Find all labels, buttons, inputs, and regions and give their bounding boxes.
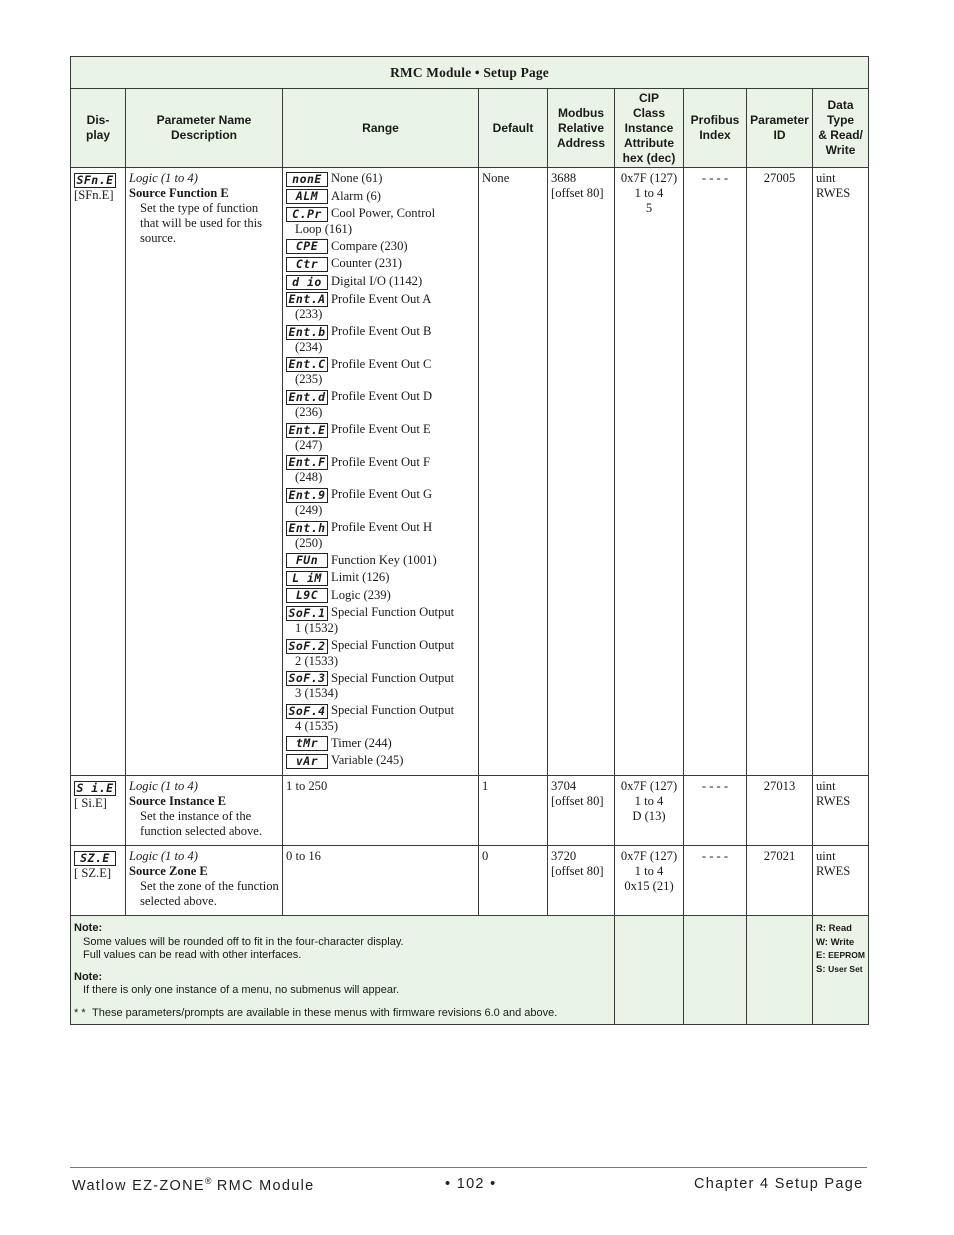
- profibus-cell: - - - -: [684, 846, 747, 916]
- option-label: Profile Event Out H: [331, 519, 433, 534]
- range-cell: 1 to 250: [283, 776, 479, 846]
- option-label: Timer (244): [331, 735, 392, 750]
- range-cell: 0 to 16: [283, 846, 479, 916]
- modbus-cell: 3704 [offset 80]: [548, 776, 615, 846]
- parameter-name: Source Function E: [129, 186, 229, 200]
- option-label: Limit (126): [331, 570, 390, 585]
- option-label: Cool Power, Control: [331, 206, 436, 221]
- header-display: Dis- play: [71, 89, 126, 168]
- display-code: [SFn.E]: [74, 188, 114, 202]
- note-text: Full values can be read with other interfaces.: [83, 949, 302, 962]
- option-label-continued: (234): [295, 339, 323, 354]
- range-option: [286, 189, 475, 205]
- setup-parameter-table: [70, 56, 869, 1025]
- option-label-continued: (250): [295, 535, 323, 550]
- range-option: [286, 605, 475, 636]
- data-type-cell: uint RWES: [813, 776, 869, 846]
- option-label: Profile Event Out F: [331, 454, 430, 469]
- modbus-cell: 3688 [offset 80]: [548, 168, 615, 776]
- option-label-continued: 2 (1533): [295, 653, 339, 668]
- footer-rule: [70, 1167, 867, 1168]
- display-cell: [71, 846, 126, 916]
- footer-product: Watlow EZ-ZONE® RMC Module: [72, 1176, 315, 1194]
- option-label: Profile Event Out A: [331, 291, 432, 306]
- profibus-cell: - - - -: [684, 168, 747, 776]
- range-option: [286, 553, 475, 569]
- option-label-continued: (235): [295, 372, 323, 387]
- range-option: [286, 671, 475, 702]
- parameter-cell: [126, 168, 283, 776]
- parameter-cell: [126, 776, 283, 846]
- option-label: Compare (230): [331, 238, 408, 253]
- lcd-option-code: Ent.d: [286, 390, 328, 405]
- lcd-option-code: C.Pr: [286, 207, 328, 222]
- notes-row: [71, 916, 869, 1025]
- parameter-name: Source Instance E: [129, 794, 227, 809]
- range-cell: [283, 168, 479, 776]
- option-label: Profile Event Out E: [331, 422, 431, 437]
- cip-cell: 0x7F (127) 1 to 4 0x15 (21): [615, 846, 684, 916]
- range-list: [286, 171, 475, 769]
- firmware-note: [74, 1007, 611, 1021]
- option-label: Profile Event Out B: [331, 324, 432, 339]
- header-parameter-name: Parameter Name Description: [126, 89, 283, 168]
- range-option: [286, 324, 475, 355]
- header-range: Range: [283, 89, 479, 168]
- range-option: [286, 239, 475, 255]
- option-label: Logic (239): [331, 587, 391, 602]
- parameter-description: Set the zone of the function selected above.: [140, 879, 279, 909]
- cip-cell: 0x7F (127) 1 to 4 D (13): [615, 776, 684, 846]
- lcd-prompt: S i.E: [74, 781, 116, 796]
- lcd-option-code: SoF.2: [286, 639, 328, 654]
- note-text: If there is only one instance of a menu, no submenus will appear.: [83, 984, 400, 997]
- notes-cell: [71, 916, 615, 1025]
- option-label-continued: (248): [295, 470, 323, 485]
- display-cell: [71, 168, 126, 776]
- parameter-cell: [126, 846, 283, 916]
- option-label: Variable (245): [331, 753, 404, 768]
- option-label-continued: (249): [295, 502, 323, 517]
- lcd-option-code: CPE: [286, 239, 328, 254]
- option-label: Alarm (6): [331, 188, 382, 203]
- notes-blank-cell: [684, 916, 747, 1025]
- lcd-option-code: ALM: [286, 189, 328, 204]
- lcd-option-code: SoF.1: [286, 606, 328, 621]
- header-modbus: Modbus Relative Address: [548, 89, 615, 168]
- header-cip: CIP Class Instance Attribute hex (dec): [615, 89, 684, 168]
- option-label-continued: 4 (1535): [295, 718, 339, 733]
- lcd-option-code: SoF.3: [286, 671, 328, 686]
- lcd-option-code: SoF.4: [286, 704, 328, 719]
- header-profibus: Profibus Index: [684, 89, 747, 168]
- range-option: [286, 753, 475, 769]
- modbus-cell: 3720 [offset 80]: [548, 846, 615, 916]
- logic-range: Logic (1 to 4): [129, 849, 198, 864]
- rw-legend: R: Read W: Write E: EEPROM S: User Set: [813, 916, 869, 1025]
- lcd-option-code: Ent.F: [286, 455, 328, 470]
- table-row: [71, 776, 869, 846]
- lcd-option-code: L9C: [286, 588, 328, 603]
- note-heading: Note:: [74, 970, 103, 983]
- header-default: Default: [479, 89, 548, 168]
- option-label: Special Function Output: [331, 605, 455, 620]
- option-label: Profile Event Out C: [331, 356, 432, 371]
- range-option: [286, 422, 475, 453]
- option-label-continued: (236): [295, 405, 323, 420]
- header-data-type: Data Type & Read/ Write: [813, 89, 869, 168]
- notes-blank-cell: [747, 916, 813, 1025]
- option-label-continued: (247): [295, 437, 323, 452]
- parameter-name: Source Zone E: [129, 864, 208, 879]
- parameter-description: Set the instance of the function selected above.: [140, 809, 263, 839]
- range-option: [286, 455, 475, 486]
- lcd-option-code: Ent.9: [286, 488, 328, 503]
- lcd-option-code: nonE: [286, 172, 328, 187]
- option-label: Profile Event Out G: [331, 487, 433, 502]
- range-option: [286, 389, 475, 420]
- lcd-option-code: Ent.C: [286, 357, 328, 372]
- range-option: [286, 357, 475, 388]
- default-cell: 1: [479, 776, 548, 846]
- range-option: [286, 570, 475, 586]
- lcd-option-code: tMr: [286, 736, 328, 751]
- range-option: [286, 520, 475, 551]
- cip-cell: 0x7F (127) 1 to 4 5: [615, 168, 684, 776]
- data-type-cell: uint RWES: [813, 168, 869, 776]
- note-text: Some values will be rounded off to fit in the four-character display.: [83, 935, 404, 948]
- range-option: [286, 638, 475, 669]
- display-code: [ SZ.E]: [74, 866, 112, 881]
- header-parameter-id: Parameter ID: [747, 89, 813, 168]
- note-asterisks: * *: [74, 1006, 86, 1019]
- header-row: [71, 89, 869, 168]
- range-option: [286, 487, 475, 518]
- table-row: [71, 168, 869, 776]
- option-label: Profile Event Out D: [331, 389, 433, 404]
- note-text: These parameters/prompts are available in these menus with firmware revisions 6.0 and above.: [92, 1006, 558, 1019]
- lcd-option-code: Ctr: [286, 257, 328, 272]
- option-label: Function Key (1001): [331, 552, 437, 567]
- logic-range: Logic (1 to 4): [129, 171, 198, 185]
- range-option: [286, 256, 475, 272]
- range-option: [286, 292, 475, 323]
- parameter-id-cell: 27021: [747, 846, 813, 916]
- range-option: [286, 736, 475, 752]
- parameter-id-cell: 27013: [747, 776, 813, 846]
- range-option: [286, 703, 475, 734]
- parameter-id-cell: 27005: [747, 168, 813, 776]
- lcd-prompt: SZ.E: [74, 851, 116, 866]
- range-option: [286, 274, 475, 290]
- option-label: None (61): [331, 171, 383, 185]
- option-label-continued: 3 (1534): [295, 686, 339, 701]
- default-cell: 0: [479, 846, 548, 916]
- default-cell: None: [479, 168, 548, 776]
- profibus-cell: - - - -: [684, 776, 747, 846]
- table-row: [71, 846, 869, 916]
- option-label-continued: (233): [295, 307, 323, 322]
- lcd-option-code: FUn: [286, 553, 328, 568]
- lcd-option-code: L iM: [286, 571, 328, 586]
- lcd-option-code: vAr: [286, 754, 328, 769]
- option-label-continued: 1 (1532): [295, 620, 339, 635]
- display-code: [ Si.E]: [74, 796, 107, 811]
- lcd-option-code: Ent.b: [286, 325, 328, 340]
- data-type-cell: uint RWES: [813, 846, 869, 916]
- table-title: RMC Module • Setup Page: [71, 57, 869, 89]
- option-label: Special Function Output: [331, 670, 455, 685]
- option-label: Counter (231): [331, 256, 402, 271]
- page-number: • 102 •: [445, 1176, 497, 1192]
- parameter-description: Set the type of function that will be used for this source.: [140, 201, 263, 245]
- range-option: [286, 588, 475, 604]
- option-label: Digital I/O (1142): [331, 274, 423, 289]
- option-label: Special Function Output: [331, 703, 455, 718]
- lcd-option-code: Ent.A: [286, 292, 328, 307]
- lcd-prompt: SFn.E: [74, 173, 116, 188]
- option-label: Special Function Output: [331, 637, 455, 652]
- notes-blank-cell: [615, 916, 684, 1025]
- option-label-continued: Loop (161): [295, 221, 353, 236]
- lcd-option-code: Ent.E: [286, 423, 328, 438]
- range-option: [286, 171, 475, 187]
- lcd-option-code: d io: [286, 275, 328, 290]
- lcd-option-code: Ent.h: [286, 521, 328, 536]
- logic-range: Logic (1 to 4): [129, 779, 198, 794]
- range-option: [286, 206, 475, 237]
- note-heading: Note:: [74, 922, 103, 935]
- footer-chapter: Chapter 4 Setup Page: [694, 1176, 864, 1192]
- display-cell: [71, 776, 126, 846]
